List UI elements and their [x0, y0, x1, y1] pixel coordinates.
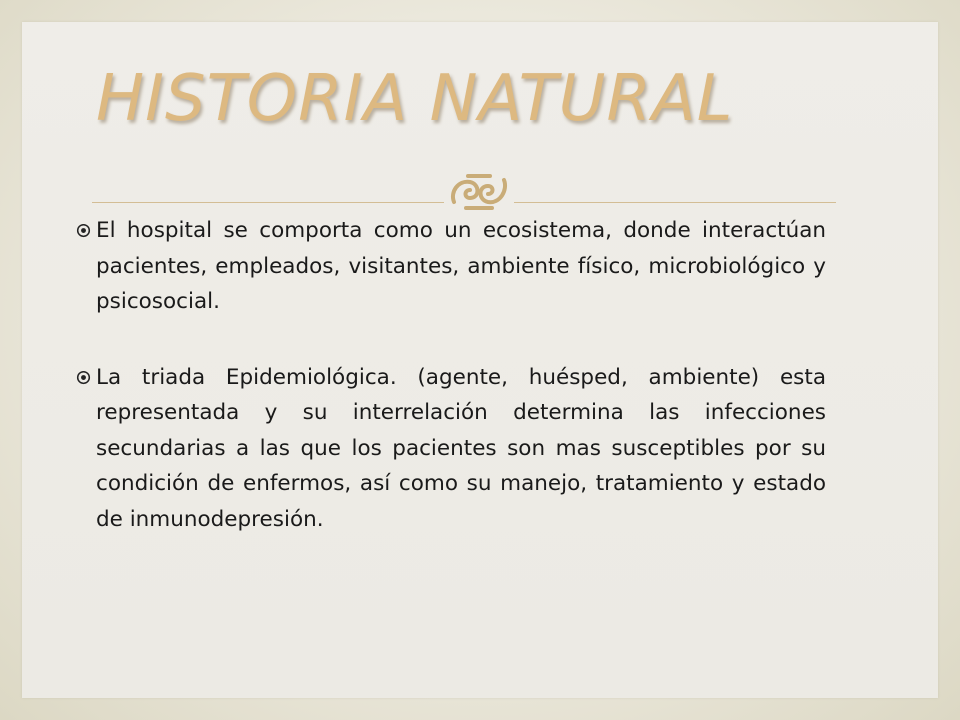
- title-divider-left: [92, 202, 444, 203]
- scroll-ornament-icon: [446, 168, 512, 216]
- slide-title: HISTORIA NATURAL: [96, 62, 734, 136]
- bullet-text: La triada Epidemiológica. (agente, huésped, ambiente) esta representada y su interrelación determina las infecciones secundarias a las que los pacientes son mas susceptibles por su condición de enfermos, así como su manejo, tratamiento y estado de inmunodepresión.: [96, 364, 826, 532]
- bullet-item-hospital: [76, 213, 826, 320]
- bullet-text: El hospital se comporta como un ecosistema, donde interactúan pacientes, empleados, visitantes, ambiente físico, microbiológico y psicosocial.: [96, 218, 826, 314]
- circled-dot-bullet-icon: [76, 223, 91, 238]
- circled-dot-bullet-icon: [76, 370, 91, 385]
- title-divider-right: [514, 202, 836, 203]
- bullet-list: [76, 213, 826, 537]
- bullet-item-triada: [76, 360, 826, 538]
